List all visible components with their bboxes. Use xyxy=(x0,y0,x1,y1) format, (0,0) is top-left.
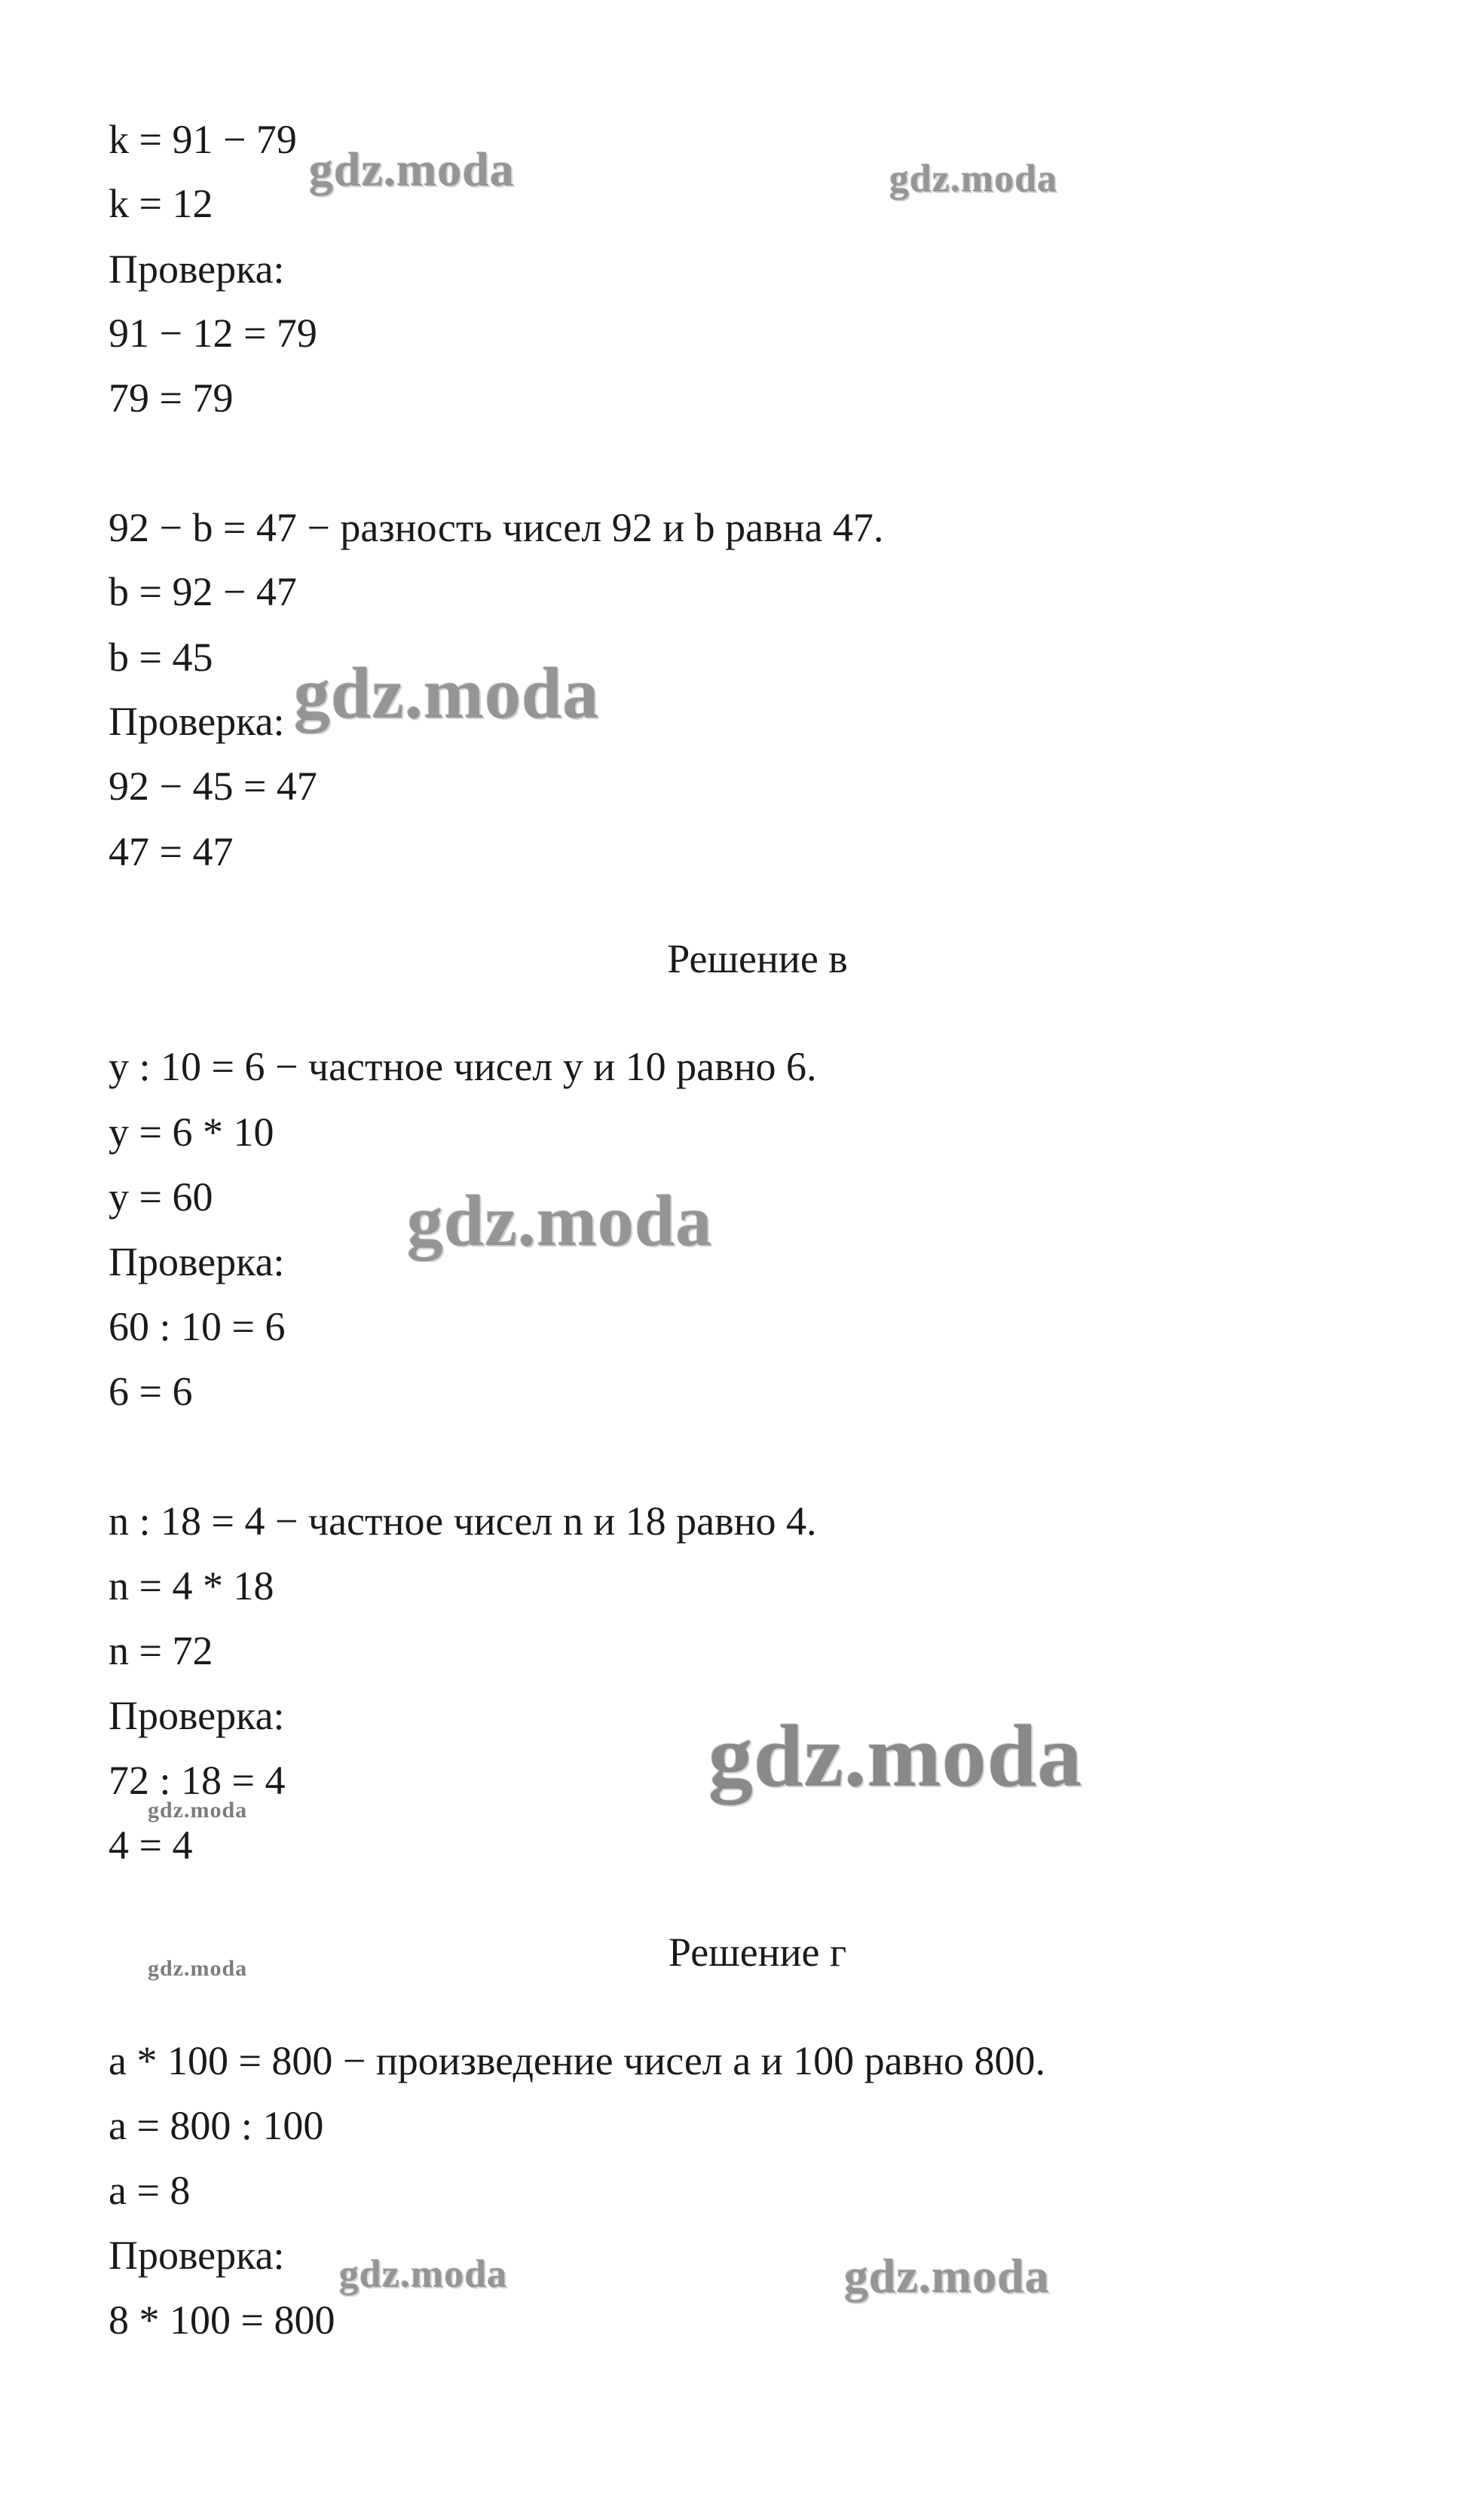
equation-line: 4 = 4 xyxy=(109,1823,193,1868)
equation-line: 47 = 47 xyxy=(109,829,234,874)
equation-line: 60 : 10 = 6 xyxy=(109,1304,286,1349)
equation-line: 8 * 100 = 800 xyxy=(109,2297,335,2343)
watermark-logo: gdz.moda xyxy=(339,2253,508,2296)
equation-line: 91 − 12 = 79 xyxy=(109,311,317,356)
equation-line: 6 = 6 xyxy=(109,1369,193,1414)
equation-line: b = 45 xyxy=(109,635,213,680)
equation-line: a = 800 : 100 xyxy=(109,2103,324,2148)
check-label: Проверка: xyxy=(109,1693,285,1738)
equation-line: b = 92 − 47 xyxy=(109,569,297,614)
check-label: Проверка: xyxy=(109,699,285,744)
check-label: Проверка: xyxy=(109,1239,285,1284)
equation-line: y = 6 * 10 xyxy=(109,1110,274,1155)
check-label: Проверка: xyxy=(109,246,285,292)
watermark-logo: gdz.moda xyxy=(889,158,1058,200)
watermark-logo: gdz.moda xyxy=(148,1798,248,1823)
equation-line: 92 − b = 47 − разность чисел 92 и b равна 47. xyxy=(109,505,884,550)
equation-line: 72 : 18 = 4 xyxy=(109,1758,286,1803)
watermark-logo: gdz.moda xyxy=(148,1956,248,1981)
equation-line: a * 100 = 800 − произведение чисел a и 100 равно 800. xyxy=(109,2038,1045,2083)
watermark-logo: gdz.moda xyxy=(309,142,515,196)
equation-line: y : 10 = 6 − частное чисел y и 10 равно 6. xyxy=(109,1044,817,1089)
equation-line: n = 4 * 18 xyxy=(109,1563,274,1609)
equation-line: k = 91 − 79 xyxy=(109,117,297,162)
section-heading: Решение г xyxy=(668,1930,847,1975)
section-heading: Решение в xyxy=(667,936,848,981)
equation-line: n : 18 = 4 − частное чисел n и 18 равно 4. xyxy=(109,1498,817,1544)
watermark-logo: gdz.moda xyxy=(407,1180,713,1261)
equation-line: 79 = 79 xyxy=(109,375,234,421)
equation-line: k = 12 xyxy=(109,181,213,226)
equation-line: 92 − 45 = 47 xyxy=(109,764,317,809)
equation-line: y = 60 xyxy=(109,1174,213,1220)
watermark-logo: gdz.moda xyxy=(844,2249,1050,2303)
equation-line: a = 8 xyxy=(109,2168,191,2213)
watermark-logo: gdz.moda xyxy=(708,1706,1083,1805)
check-label: Проверка: xyxy=(109,2233,285,2278)
watermark-logo: gdz.moda xyxy=(294,653,600,733)
equation-line: n = 72 xyxy=(109,1628,213,1673)
